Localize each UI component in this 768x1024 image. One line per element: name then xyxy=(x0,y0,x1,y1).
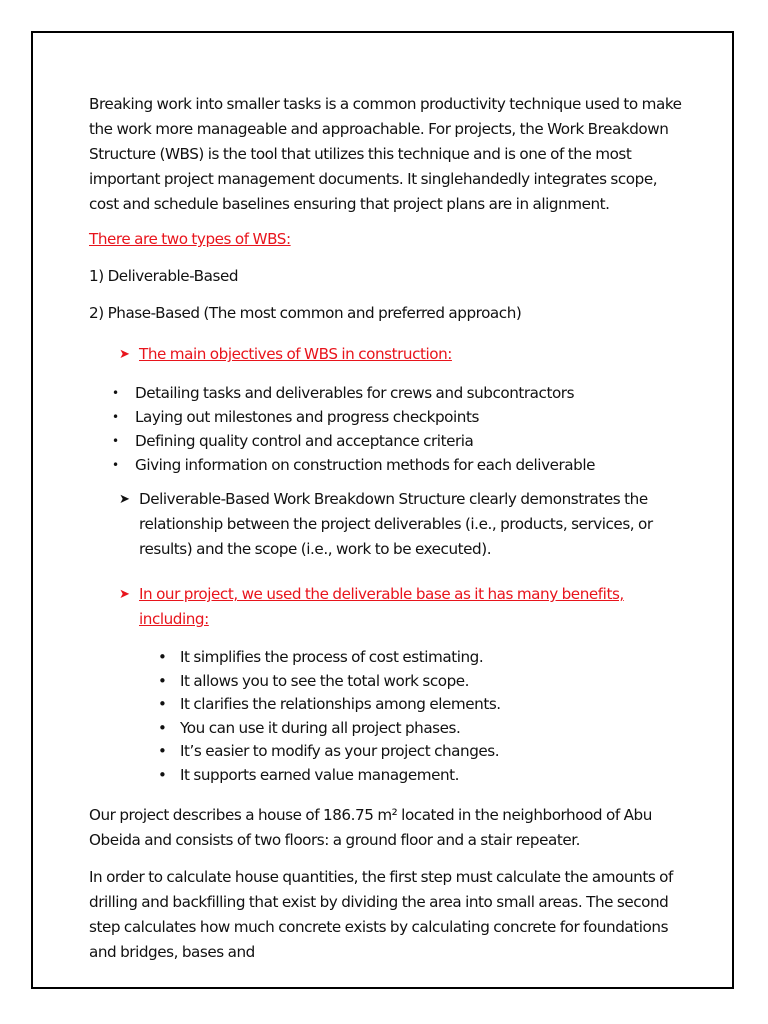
our-project-heading xyxy=(89,582,689,632)
arrow-bullet-icon: ➤ xyxy=(119,347,130,362)
list-item xyxy=(89,453,689,477)
bullet-dot-icon: • xyxy=(112,458,119,472)
document-body xyxy=(89,92,689,965)
list-item-text: Laying out milestones and progress checkpoints xyxy=(135,408,479,426)
type-item-phase: 2) Phase-Based (The most common and preferred approach) xyxy=(89,304,522,322)
list-item xyxy=(89,764,689,788)
deliverable-note xyxy=(89,487,689,562)
list-item xyxy=(89,646,689,670)
list-item-text: Defining quality control and acceptance criteria xyxy=(135,432,474,450)
bullet-dot-icon: • xyxy=(158,718,167,737)
our-project-heading-text: In our project, we used the deliverable base as it has many benefits, including: xyxy=(139,585,624,628)
list-item-text: You can use it during all project phases. xyxy=(180,718,461,737)
arrow-bullet-icon: ➤ xyxy=(119,492,130,507)
bullet-dot-icon: • xyxy=(158,671,167,690)
bullet-dot-icon: • xyxy=(112,386,119,400)
arrow-bullet-icon: ➤ xyxy=(119,587,130,602)
list-item xyxy=(89,717,689,741)
list-item xyxy=(89,740,689,764)
objectives-list xyxy=(89,381,689,477)
list-item xyxy=(89,381,689,405)
deliverable-note-text: Deliverable-Based Work Breakdown Structure clearly demonstrates the relationship between the project deliverables (i.e., products, services, or results) and the scope (i.e., work to be executed). xyxy=(139,490,653,558)
list-item-text: It supports earned value management. xyxy=(180,765,460,784)
list-item-text: It clarifies the relationships among elements. xyxy=(180,695,501,713)
list-item-text: Detailing tasks and deliverables for crews and subcontractors xyxy=(135,384,575,402)
house-paragraph: Our project describes a house of 186.75 m² located in the neighborhood of Abu Obeida and consists of two floors: a ground floor and a stair repeater. xyxy=(89,806,652,849)
types-heading-text: There are two types of WBS: xyxy=(89,230,291,248)
type-item-deliverable: 1) Deliverable-Based xyxy=(89,267,239,285)
list-item-text: It’s easier to modify as your project changes. xyxy=(180,742,500,760)
bullet-dot-icon: • xyxy=(158,648,167,666)
calculation-paragraph: In order to calculate house quantities, the first step must calculate the amounts of drilling and backfilling that exist by dividing the area into small areas. The second step calculates how much concrete exists by calculating concrete for foundations and bridges, bases and xyxy=(89,868,673,961)
list-item-text: It simplifies the process of cost estimating. xyxy=(180,648,484,666)
list-item xyxy=(89,405,689,429)
objectives-heading xyxy=(89,342,689,367)
bullet-dot-icon: • xyxy=(112,434,119,448)
list-item xyxy=(89,693,689,717)
list-item-text: It allows you to see the total work scope. xyxy=(180,671,470,690)
list-item xyxy=(89,429,689,453)
bullet-dot-icon: • xyxy=(158,765,167,784)
list-item-text: Giving information on construction methods for each deliverable xyxy=(135,456,596,474)
bullet-dot-icon: • xyxy=(112,410,119,424)
list-item xyxy=(89,670,689,694)
bullet-dot-icon: • xyxy=(158,742,167,760)
bullet-dot-icon: • xyxy=(158,695,167,713)
benefits-list xyxy=(89,646,689,787)
objectives-heading-text: The main objectives of WBS in construction: xyxy=(139,345,452,363)
types-heading xyxy=(89,227,689,252)
intro-paragraph: Breaking work into smaller tasks is a common productivity technique used to make the work more manageable and approachable. For projects, the Work Breakdown Structure (WBS) is the tool that utilizes this technique and is one of the most important project management documents. It singlehandedly integrates scope, cost and schedule baselines ensuring that project plans are in alignment. xyxy=(89,95,682,213)
